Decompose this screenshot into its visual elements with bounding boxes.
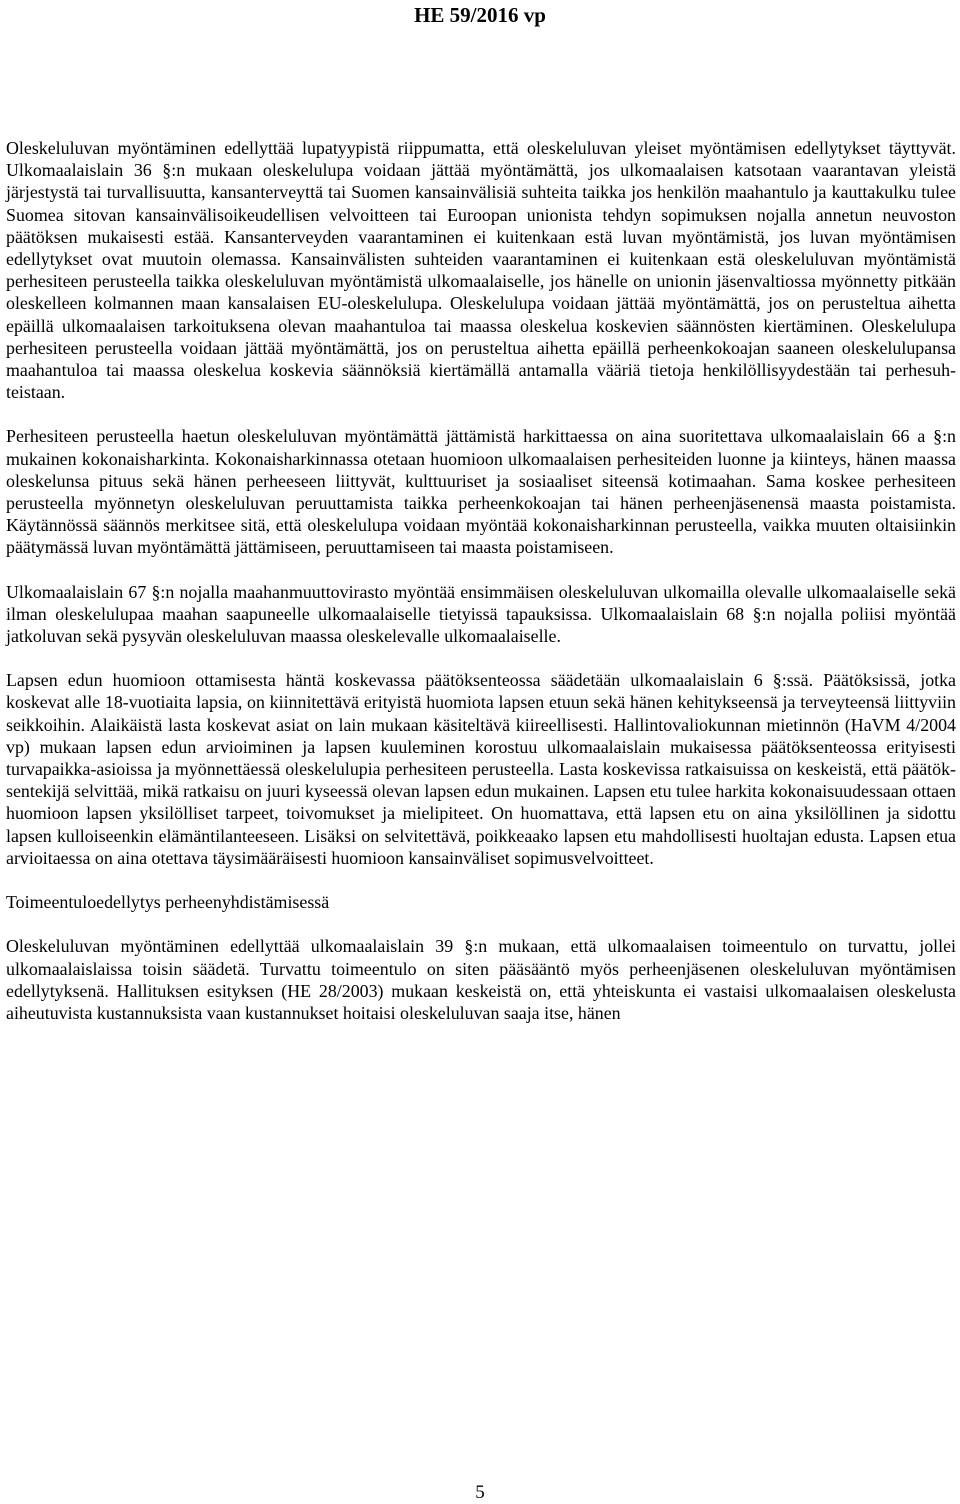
paragraph-granting-authority: Ulkomaalaislain 67 §:n nojalla maahanmuuttovirasto myöntää ensimmäisen oleskeluluvan ulkomailla olevalle ulkomaalaiselle sekä ilman oleskelulupaa maahan saapuneelle ulkomaalaiselle tietyissä tapauksissa. Ulkomaalaislain 68 §:n nojalla poliisi myöntää jatkoluvan sekä pysyvän oleskeluluvan maassa oleskelevalle ulkomaalaiselle.	[6, 581, 956, 647]
page-body	[6, 137, 956, 1024]
paragraph-overall-assessment: Perhesiteen perusteella haetun oleskeluluvan myöntämättä jättämistä harkittaessa on aina suoritettava ulkomaalaislain 66 a §:n mukainen kokonaisharkinta. Kokonaisharkinnassa otetaan huomioon ulkomaalaisen perhesiteiden luonne ja kiinteys, hänen maassa oleskelunsa pituus sekä hänen perheeseen liittyvät, kulttuuriset ja sosiaaliset siteensä kotimaahan. Sama koskee perhesiteen perusteella myönnetyn oleskeluluvan peruuttamista taikka perheenkokoajan tai hänen perheenjäsenensä maasta poistamista. Käytännössä säännös merkitsee sitä, että oleskelulupa voidaan myöntää kokonaisharkinnan perusteella, vaikka muuten oltaisiinkin päätymässä luvan myöntämättä jättämiseen, peruuttamiseen tai maasta poistamiseen.	[6, 426, 956, 558]
paragraph-child-best-interest: Lapsen edun huomioon ottamisesta häntä koskevassa päätöksenteossa säädetään ulkomaalaislain 6 §:ssä. Päätöksissä, jotka koskevat alle 18-vuotiaita lapsia, on kiinnitettävä erityistä huomiota lapsen etuun sekä hänen kehitykseensä ja terveyteensä liittyviin seikkoihin. Alaikäistä lasta koskevat asiat on lain mukaan käsiteltävä kiireellisesti. Hallintovaliokunnan mietinnön (HaVM 4/2004 vp) mukaan lapsen edun arvioiminen ja lapsen kuuleminen korostuu ulkomaalaislain mukaisessa päätöksenteossa erityisesti turvapaikka-asioissa ja myönnettäessä oleskelulupia perhesiteen perusteella. Lasta koskevissa ratkaisuissa on keskeistä, että päätöksentekijä selvittää, mikä ratkaisu on juuri kyseessä olevan lapsen edun mukainen. Lapsen etu tulee harkita kokonaisuudessaan ottaen huomioon lapsen yksilölliset tarpeet, toivomukset ja mielipiteet. On huomattava, että lapsen etu on aina yksilöllinen ja sidottu lapsen kulloiseenkin elämäntilanteeseen. Lisäksi on selvitettävä, poikkeaako lapsen etu mahdollisesti huoltajan edusta. Lapsen etua arvioitaessa on aina otettava täysimääräisesti huomioon kansainväliset sopimusvelvoitteet.	[6, 670, 956, 868]
paragraph-spacer	[6, 869, 956, 891]
paragraph-spacer	[6, 647, 956, 669]
paragraph-spacer	[6, 403, 956, 425]
paragraph-income-requirement: Oleskeluluvan myöntäminen edellyttää ulkomaalaislain 39 §:n mukaan, että ulkomaalaisen toimeentulo on turvattu, jollei ulkomaalaislaissa toisin säädetä. Turvattu toimeentulo on siten pääsääntö myös perheenjäsenen oleskeluluvan myöntämisen edellytyksenä. Hallituksen esityksen (HE 28/2003) mukaan keskeistä on, että yhteiskunta ei vastaisi ulkomaalaisen oleskelusta aiheutuvista kustannuksista vaan kustannukset hoitaisi oleskeluluvan saaja itse, hänen	[6, 936, 956, 1023]
page-number: 5	[475, 1482, 485, 1503]
paragraph-spacer	[6, 559, 956, 581]
document-header: HE 59/2016 vp	[414, 3, 546, 27]
paragraph-spacer	[6, 913, 956, 935]
section-heading: Toimeentuloedellytys perheenyhdistämisessä	[6, 892, 330, 913]
paragraph-general-conditions: Oleskeluluvan myöntäminen edellyttää lupatyypistä riippumatta, että oleskeluluvan yleiset myöntämisen edellytykset täyttyvät. Ulkomaalaislain 36 §:n mukaan oleskelulupa voidaan jättää myöntämättä, jos ulkomaalaisen katsotaan vaarantavan yleistä järjestystä tai turvallisuutta, kansanterveyttä tai Suomen kansainvälisiä suhteita taikka jos henkilön maahantulo ja kauttakulku tulee Suomea sitovan kansainvälisoikeudellisen velvoitteen tai Euroopan unionista tehdyn sopimuksen nojalla annetun neuvoston päätöksen mukaisesti estää. Kansanterveyden vaarantaminen ei kuitenkaan estä luvan myöntämistä, jos luvan myöntämisen edellytykset ovat muutoin olemassa. Kansainvälisten suhteiden vaarantaminen ei kuitenkaan estä oleskeluluvan myöntämistä perhesiteen perusteella taikka oleskeluluvan myöntämistä ulkomaalaiselle, jos hänelle on unionin jäsenvaltiossa myönnetty pitkään oleskelleen kolmannen maan kansalaisen EU-oleskelulupa. Oleskelulupa voidaan jättää myöntämättä, jos on perusteltua aihetta epäillä ulkomaalaisen tarkoituksena olevan maahantuloa tai maassa oleskelua koskevien säännösten kiertäminen. Oleskelulupa perhesiteen perusteella voidaan jättää myöntämättä, jos on perusteltua aihetta epäillä perheenkokoajan saaneen oleskelulupansa maahantuloa tai maassa oleskelua koskevia säännöksiä kiertämällä antamalla vääriä tietoja henkilöllisyydestään tai perhesuhteistaan.	[6, 138, 956, 403]
